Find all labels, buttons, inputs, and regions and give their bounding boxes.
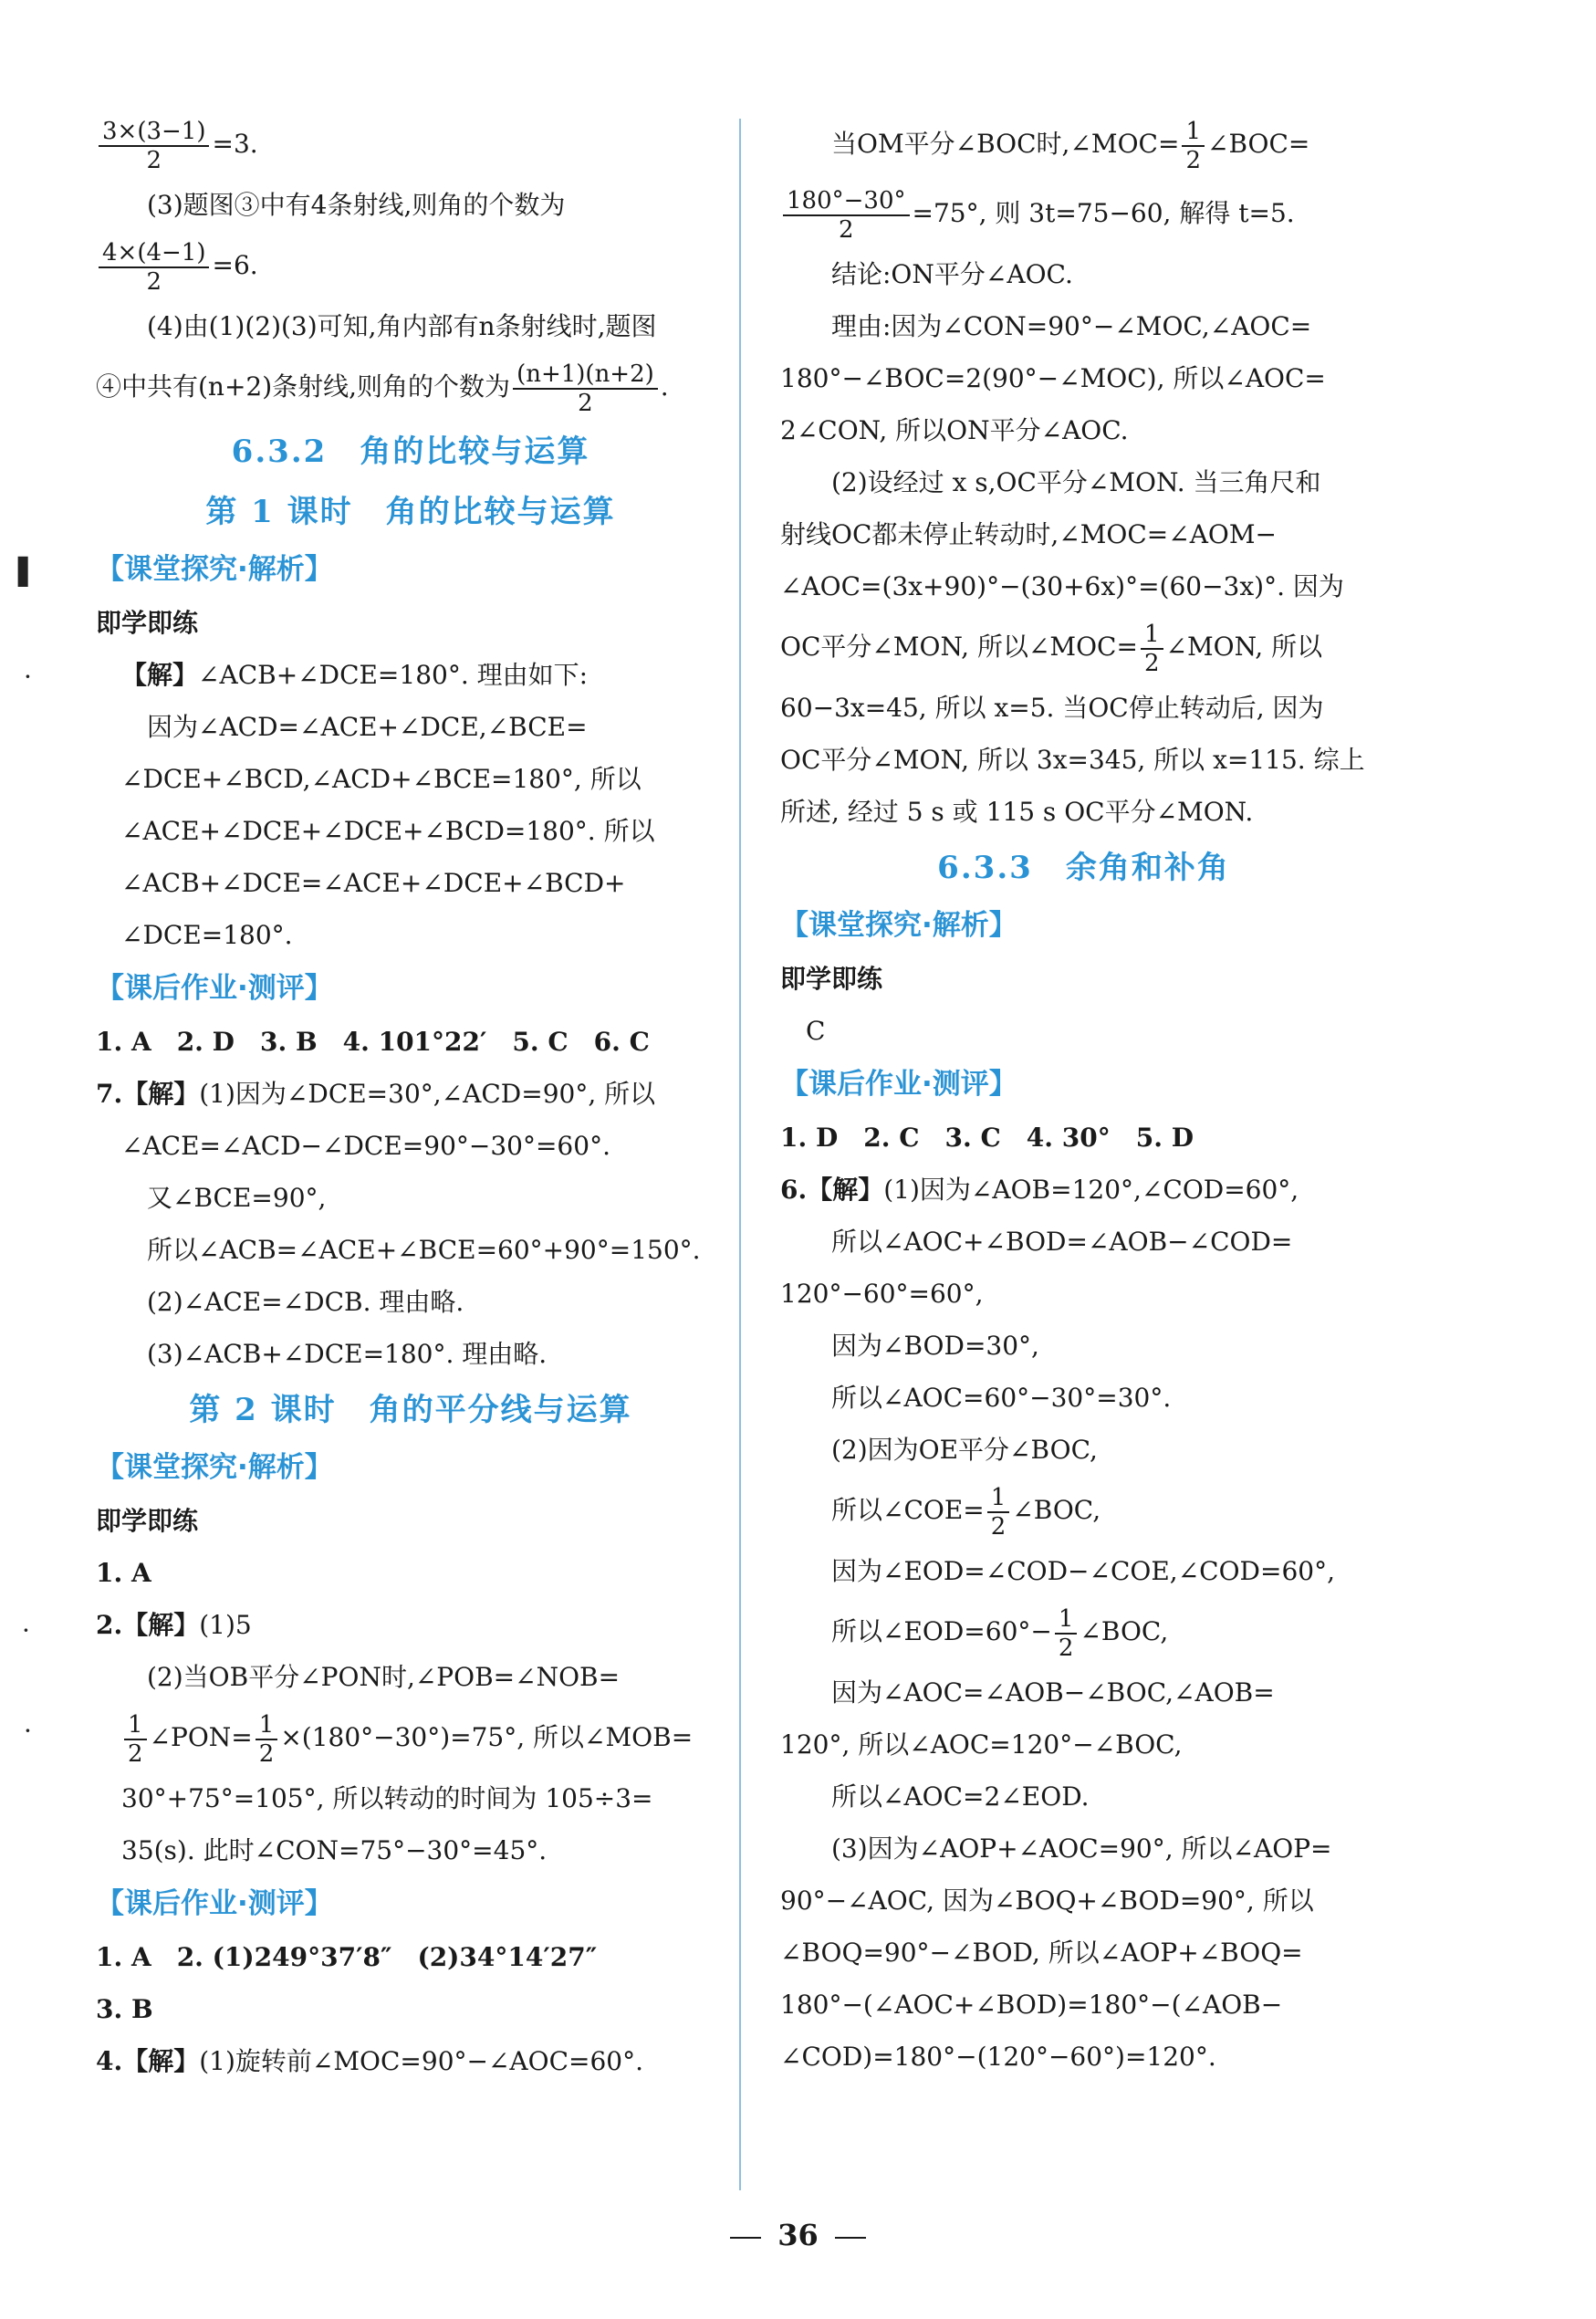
- text-line: 因为∠EOD=∠COD−∠COE,∠COD=60°,: [831, 1556, 1335, 1586]
- section-tag: 【课堂探究·解析】: [780, 909, 1017, 942]
- text-line: 120°, 所以∠AOC=120°−∠BOC,: [780, 1729, 1183, 1760]
- text-line: [96, 110, 725, 179]
- text-line: 180°−∠BOC=2(90°−∠MOC), 所以∠AOC=: [780, 363, 1326, 393]
- denominator: 2: [990, 1512, 1007, 1541]
- text-line: 理由:因为∠CON=90°−∠MOC,∠AOC=: [831, 311, 1312, 341]
- text-line: 120°−60°=60°,: [780, 1279, 984, 1309]
- denominator: 2: [128, 1739, 143, 1768]
- text-line: 所以∠AOC=60°−30°=30°.: [831, 1383, 1172, 1413]
- subsection-label: 即学即练: [96, 608, 199, 638]
- text-line: [96, 1068, 725, 1120]
- dash-decoration: [730, 2237, 761, 2239]
- text-line: [96, 231, 725, 300]
- numerator: 1: [256, 1711, 278, 1740]
- text-line: ∠COD)=180°−(120°−60°)=120°.: [780, 2042, 1216, 2072]
- text-line: 90°−∠AOC, 因为∠BOQ+∠BOD=90°, 所以: [780, 1885, 1314, 1916]
- text: ∠ACB+∠DCE=180°. 理由如下:: [198, 660, 589, 690]
- fraction: [99, 239, 209, 296]
- section-heading: 6.3.2 角的比较与运算: [231, 434, 590, 470]
- text: ∠BOC=: [1206, 129, 1310, 159]
- scan-mark: ·: [24, 662, 32, 692]
- text-line: (4)由(1)(2)(3)可知,角内部有n条射线时,题图: [147, 311, 657, 341]
- denominator: 2: [1185, 146, 1201, 174]
- fraction: [124, 1711, 147, 1768]
- text-line: (3)题图③中有4条射线,则角的个数为: [147, 190, 566, 220]
- text: ∠BOC,: [1012, 1495, 1101, 1525]
- text: (1)因为∠AOB=120°,∠COD=60°,: [883, 1175, 1299, 1205]
- denominator: 2: [146, 146, 162, 174]
- fraction: [513, 360, 658, 417]
- text: ×(180°−30°)=75°, 所以∠MOB=: [280, 1722, 694, 1752]
- left-column: [96, 110, 725, 2087]
- denominator: 2: [838, 215, 854, 244]
- text-line: [780, 179, 1387, 248]
- denominator: 2: [146, 267, 162, 296]
- section-heading: 6.3.3 余角和补角: [937, 850, 1230, 886]
- text-line: (2)因为OE平分∠BOC,: [831, 1435, 1098, 1465]
- text-line: [96, 649, 725, 701]
- text-line: 因为∠AOC=∠AOB−∠BOC,∠AOB=: [831, 1677, 1275, 1708]
- numerator: (n+1)(n+2): [513, 360, 658, 390]
- solution-tag: 【解】: [122, 1079, 200, 1109]
- numerator: 180°−30°: [783, 187, 910, 216]
- answer-line: 1. A 2. D 3. B 4. 101°22′ 5. C 6. C: [96, 1027, 650, 1057]
- text-line: 因为∠BOD=30°,: [831, 1331, 1039, 1361]
- solution-tag: 【解】: [122, 1610, 200, 1640]
- text-line: 35(s). 此时∠CON=75°−30°=45°.: [121, 1835, 548, 1865]
- answer-line: 1. A 2. (1)249°37′8″ (2)34°14′27″: [96, 1942, 598, 1972]
- text-line: 60−3x=45, 所以 x=5. 当OC停止转动后, 因为: [780, 693, 1324, 723]
- text: .: [660, 371, 669, 402]
- solution-tag: 【解】: [122, 2046, 200, 2076]
- text-line: 射线OC都未停止转动时,∠MOC=∠AOM−: [780, 519, 1278, 549]
- text-line: ∠ACB+∠DCE=∠ACE+∠DCE+∠BCD+: [121, 868, 626, 898]
- fraction: [256, 1711, 278, 1768]
- text-line: [780, 1476, 1387, 1545]
- text: ∠MON, 所以: [1165, 632, 1323, 662]
- text: OC平分∠MON, 所以∠MOC=: [780, 632, 1138, 662]
- numerator: 1: [124, 1711, 147, 1740]
- scan-mark: ▌: [18, 557, 38, 587]
- text-line: (3)∠ACB+∠DCE=180°. 理由略.: [147, 1339, 548, 1369]
- text-line: [96, 2035, 725, 2087]
- text: =75°, 则 3t=75−60, 解得 t=5.: [912, 198, 1295, 228]
- text: (1)旋转前∠MOC=90°−∠AOC=60°.: [199, 2046, 644, 2076]
- section-tag: 【课堂探究·解析】: [96, 1451, 333, 1484]
- text-line: (2)当OB平分∠PON时,∠POB=∠NOB=: [147, 1662, 621, 1692]
- text-line: 所以∠AOC+∠BOD=∠AOB−∠COD=: [831, 1227, 1293, 1257]
- text-line: 结论:ON平分∠AOC.: [831, 259, 1073, 289]
- text-line: ∠DCE=180°.: [121, 920, 293, 950]
- text: (1)5: [199, 1610, 252, 1640]
- text-line: ∠ACE=∠ACD−∠DCE=90°−30°=60°.: [121, 1131, 610, 1161]
- fraction: [1055, 1605, 1078, 1662]
- denominator: 2: [578, 389, 593, 417]
- text-line: ∠AOC=(3x+90)°−(30+6x)°=(60−3x)°. 因为: [780, 571, 1344, 601]
- denominator: 2: [1143, 649, 1160, 677]
- subsection-label: 即学即练: [96, 1506, 199, 1536]
- text-line: 2∠CON, 所以ON平分∠AOC.: [780, 415, 1129, 445]
- denominator: 2: [1058, 1634, 1074, 1662]
- text: 所以∠COE=: [831, 1495, 985, 1525]
- numerator: 1: [1141, 621, 1163, 650]
- text: =3.: [212, 129, 258, 159]
- question-number: 2.: [96, 1610, 123, 1640]
- scan-mark: ·: [24, 1716, 32, 1746]
- text-line: [780, 1597, 1387, 1666]
- text-line: 所以∠ACB=∠ACE+∠BCE=60°+90°=150°.: [147, 1235, 701, 1265]
- text: ∠PON=: [149, 1722, 253, 1752]
- section-tag: 【课堂探究·解析】: [96, 553, 333, 586]
- text-line: [96, 1703, 725, 1772]
- text-line: 180°−(∠AOC+∠BOD)=180°−(∠AOB−: [780, 1990, 1283, 2020]
- answer-line: 3. B: [96, 1994, 153, 2024]
- text-line: (2)∠ACE=∠DCB. 理由略.: [147, 1287, 464, 1317]
- scan-mark: ·: [22, 1615, 30, 1645]
- denominator: 2: [258, 1739, 275, 1768]
- fraction: [783, 187, 910, 244]
- dash-decoration: [835, 2237, 866, 2239]
- subsection-label: 即学即练: [780, 964, 883, 994]
- solution-tag: 【解】: [807, 1175, 884, 1205]
- text-line: (2)设经过 x s,OC平分∠MON. 当三角尺和: [831, 467, 1321, 497]
- lesson-heading: 第 1 课时 角的比较与运算: [205, 494, 616, 530]
- text-line: 所以∠AOC=2∠EOD.: [831, 1781, 1090, 1812]
- question-number: 6.: [780, 1175, 808, 1205]
- text: ④中共有(n+2)条射线,则角的个数为: [96, 371, 511, 402]
- section-tag: 【课后作业·测评】: [96, 972, 333, 1005]
- text-line: [96, 1599, 725, 1651]
- numerator: 1: [987, 1484, 1010, 1513]
- text-line: 所述, 经过 5 s 或 115 s OC平分∠MON.: [780, 797, 1254, 827]
- text-line: 因为∠ACD=∠ACE+∠DCE,∠BCE=: [147, 712, 588, 742]
- text-line: ∠ACE+∠DCE+∠DCE+∠BCD=180°. 所以: [121, 816, 655, 846]
- column-divider: [739, 119, 741, 2190]
- fraction: [99, 118, 209, 174]
- text-line: ∠BOQ=90°−∠BOD, 所以∠AOP+∠BOQ=: [780, 1938, 1303, 1968]
- question-number: 4.: [96, 2046, 123, 2076]
- page-number: [0, 2218, 1596, 2252]
- section-tag: 【课后作业·测评】: [96, 1887, 333, 1920]
- text: ∠BOC,: [1080, 1616, 1169, 1646]
- numerator: 4×(4−1): [99, 239, 209, 268]
- text: 当OM平分∠BOC时,∠MOC=: [831, 129, 1180, 159]
- text: (1)因为∠DCE=30°,∠ACD=90°, 所以: [199, 1079, 656, 1109]
- text-line: [780, 110, 1387, 179]
- text-line: ∠DCE+∠BCD,∠ACD+∠BCE=180°, 所以: [121, 764, 642, 794]
- question-number: 7.: [96, 1079, 123, 1109]
- numerator: 3×(3−1): [99, 118, 209, 147]
- text-line: [96, 352, 725, 422]
- solution-tag: 【解】: [121, 660, 199, 690]
- right-column: [780, 110, 1387, 2083]
- text-line: 30°+75°=105°, 所以转动的时间为 105÷3=: [121, 1783, 653, 1813]
- answer-line: 1. A: [96, 1558, 151, 1588]
- text-line: OC平分∠MON, 所以 3x=345, 所以 x=115. 综上: [780, 745, 1365, 775]
- page-number-text: 36: [777, 2218, 819, 2252]
- numerator: 1: [1055, 1605, 1078, 1635]
- lesson-heading: 第 2 课时 角的平分线与运算: [189, 1392, 632, 1428]
- text: =6.: [212, 250, 258, 280]
- text-line: [780, 612, 1387, 682]
- fraction: [987, 1484, 1010, 1541]
- fraction: [1182, 118, 1205, 174]
- text-line: (3)因为∠AOP+∠AOC=90°, 所以∠AOP=: [831, 1833, 1332, 1864]
- fraction: [1141, 621, 1163, 677]
- answer-line: 1. D 2. C 3. C 4. 30° 5. D: [780, 1123, 1194, 1153]
- section-tag: 【课后作业·测评】: [780, 1068, 1017, 1101]
- answer-line: C: [806, 1016, 826, 1046]
- numerator: 1: [1182, 118, 1205, 147]
- text-line: 又∠BCE=90°,: [147, 1183, 327, 1213]
- text-line: [780, 1164, 1387, 1216]
- text: 所以∠EOD=60°−: [831, 1616, 1052, 1646]
